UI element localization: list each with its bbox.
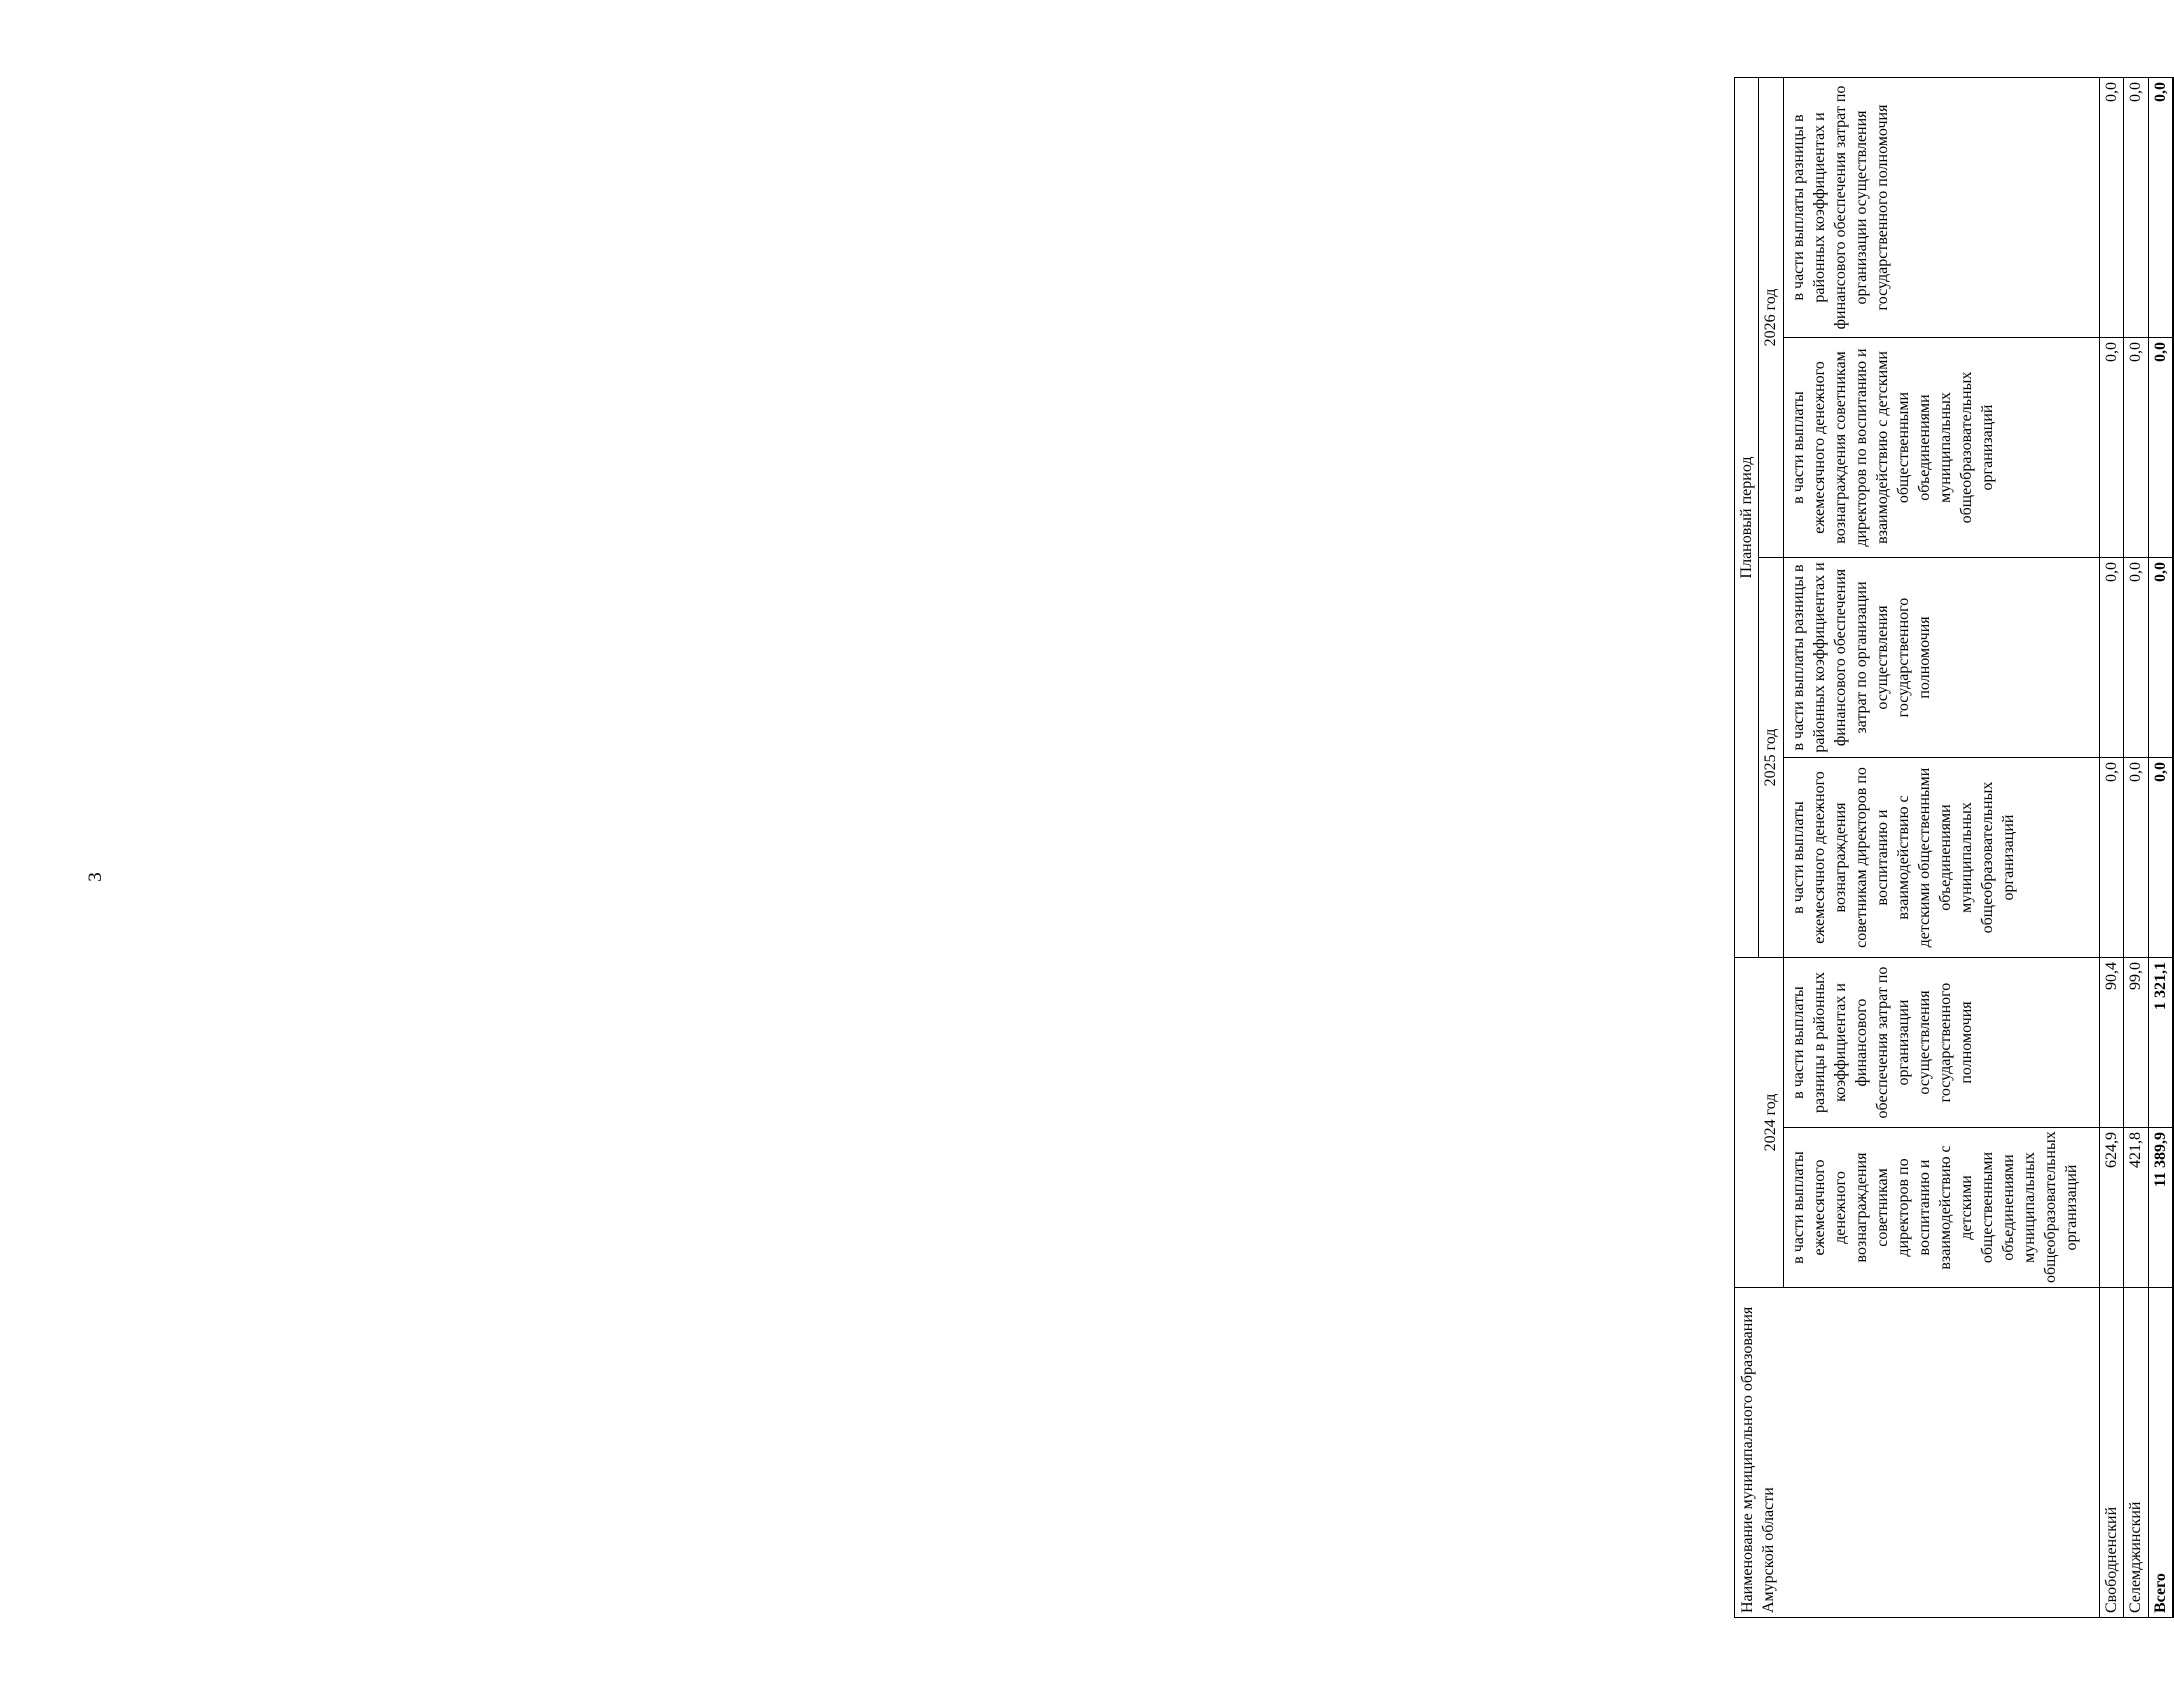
year-2024-header-spacer [1735, 958, 1759, 1288]
cell-value: 421,8 [2124, 1128, 2148, 1288]
col-2024-b-header: в части выплаты разницы в районных коэффициентах и финансового обеспечения затрат по организации осуществления государственного полномочия [1783, 958, 2099, 1128]
total-value: 0,0 [2148, 338, 2173, 558]
cell-value: 0,0 [2124, 338, 2148, 558]
col-2026-a-header: в части выплаты ежемесячного денежного вознаграждения советникам директоров по воспитанию и взаимодействию с детскими общественными объединениями муниципальных общеобразовательных организаций [1783, 338, 2099, 558]
row-name: Свободненский [2099, 1288, 2123, 1618]
total-value: 0,0 [2148, 758, 2173, 958]
rotated-table-wrapper [1734, 78, 2174, 1618]
table-row [2124, 77, 2148, 1617]
cell-value: 0,0 [2124, 758, 2148, 958]
total-value: 0,0 [2148, 558, 2173, 758]
total-row [2148, 77, 2173, 1617]
cell-value: 0,0 [2124, 77, 2148, 337]
col-2024-a-header: в части выплаты ежемесячного денежного вознаграждения советникам директоров по воспитанию и взаимодействию с детскими общественными объединениями муниципальных общеобразовательных организаций [1783, 1128, 2099, 1288]
total-value: 11 389,9 [2148, 1128, 2173, 1288]
cell-value: 99,0 [2124, 958, 2148, 1128]
subsidy-table [1734, 77, 2174, 1618]
planned-period-header: Плановый период [1735, 77, 1759, 957]
table-row [2099, 77, 2123, 1617]
cell-value: 624,9 [2099, 1128, 2123, 1288]
municipality-name-header: Наименование муниципального образования Амурской области [1735, 1288, 2100, 1618]
total-value: 1 321,1 [2148, 958, 2173, 1128]
total-label: Всего [2148, 1288, 2173, 1618]
cell-value: 0,0 [2099, 758, 2123, 958]
col-2025-b-header: в части выплаты разницы в районных коэффициентах и финансового обеспечения затрат по организации осуществления государственного полномочия [1783, 558, 2099, 758]
year-2026-header: 2026 год [1759, 77, 1783, 557]
cell-value: 0,0 [2099, 77, 2123, 337]
col-2025-a-header: в части выплаты ежемесячного денежного вознаграждения советникам директоров по воспитанию и взаимодействию с детскими общественными объединениями муниципальных общеобразовательных организаций [1783, 758, 2099, 958]
total-value: 0,0 [2148, 77, 2173, 337]
col-2026-b-header: в части выплаты разницы в районных коэффициентах и финансового обеспечения затрат по организации осуществления государственного полномочия [1783, 77, 2099, 337]
cell-value: 0,0 [2124, 558, 2148, 758]
row-name: Селемджинский [2124, 1288, 2148, 1618]
page-number: 3 [85, 872, 106, 882]
year-2024-header: 2024 год [1759, 958, 1783, 1288]
year-2025-header: 2025 год [1759, 558, 1783, 958]
cell-value: 0,0 [2099, 338, 2123, 558]
cell-value: 0,0 [2099, 558, 2123, 758]
cell-value: 90,4 [2099, 958, 2123, 1128]
